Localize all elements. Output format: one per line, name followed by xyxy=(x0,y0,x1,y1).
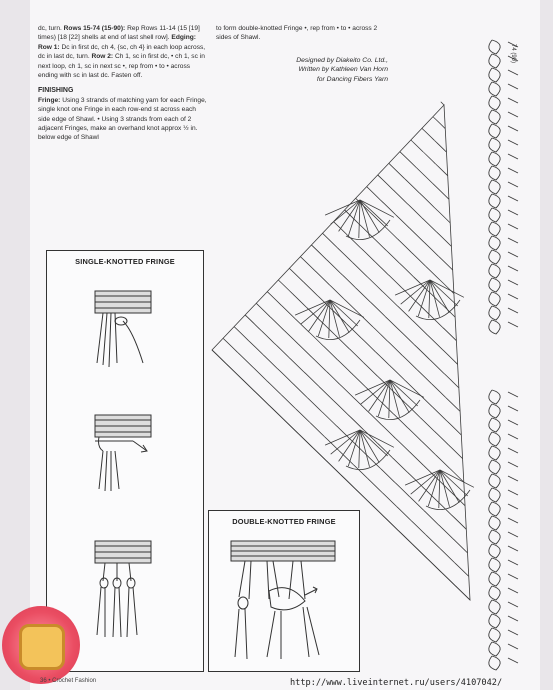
chart-arch xyxy=(289,358,304,372)
chart-arch xyxy=(323,233,338,248)
edging-loop xyxy=(489,152,500,166)
edging-loop xyxy=(489,432,500,446)
edging-loop xyxy=(489,166,500,180)
chart-arch xyxy=(390,366,404,380)
chart-arch xyxy=(358,223,372,236)
chart-arch xyxy=(281,394,295,408)
double-knotted-fringe-title: DOUBLE-KNOTTED FRINGE xyxy=(232,517,336,526)
chart-arch xyxy=(433,183,449,199)
edging-stitch xyxy=(508,532,518,537)
chart-shell-stitch xyxy=(360,430,370,467)
edging-loop xyxy=(489,180,500,194)
chart-arch xyxy=(440,548,454,562)
chart-arch xyxy=(395,214,409,228)
chart-arch xyxy=(348,415,363,429)
edging-loop xyxy=(489,628,500,642)
chart-arch xyxy=(309,333,323,347)
edging-loop xyxy=(489,138,500,152)
chart-arch xyxy=(436,455,450,469)
chart-shell-stitch xyxy=(359,200,360,238)
chart-arch xyxy=(402,288,416,301)
chart-arch xyxy=(422,218,437,232)
chart-shell-stitch xyxy=(411,470,440,494)
edging-stitch xyxy=(508,490,518,495)
chart-arch xyxy=(238,352,253,366)
chart-arch xyxy=(437,232,452,246)
edging-stitch xyxy=(508,154,518,159)
text-edging-label: Edging: Row 1: xyxy=(38,34,196,51)
chart-shell-stitch xyxy=(389,380,390,418)
chart-arch xyxy=(400,152,416,168)
chart-arch xyxy=(394,414,408,428)
chart-shell-stitch xyxy=(301,300,330,324)
edging-loop xyxy=(489,264,500,278)
edging-stitch xyxy=(508,266,518,271)
chart-arch xyxy=(347,324,361,338)
chart-arch xyxy=(407,204,422,218)
chart-arch xyxy=(411,140,423,152)
chart-arch xyxy=(407,472,422,486)
chart-arch xyxy=(400,331,415,345)
chart-arch xyxy=(410,228,424,242)
chart-arch xyxy=(384,226,398,240)
edging-loop xyxy=(489,474,500,488)
edging-loop xyxy=(489,236,500,250)
edging-stitch xyxy=(508,546,518,551)
finishing-heading: FINISHING xyxy=(38,87,74,95)
chart-arch xyxy=(278,369,293,383)
edging-loop xyxy=(489,208,500,222)
edging-stitch xyxy=(508,420,518,425)
chart-arch xyxy=(408,428,422,442)
chart-arch xyxy=(361,248,375,261)
chart-arch xyxy=(338,248,353,263)
chart-arch xyxy=(315,271,330,285)
chart-arch xyxy=(433,407,447,421)
edging-stitch xyxy=(508,448,518,453)
single-knotted-fringe-title: SINGLE-KNOTTED FRINGE xyxy=(75,257,175,266)
edging-stitch xyxy=(508,518,518,523)
chart-shell-stitch xyxy=(348,430,360,466)
edging-stitch xyxy=(508,56,518,61)
chart-arch xyxy=(312,357,326,371)
chart-arch xyxy=(311,245,326,259)
edging-loop xyxy=(489,614,500,628)
chart-arch xyxy=(234,327,249,341)
chart-arch xyxy=(388,341,403,355)
chart-arch xyxy=(370,212,384,226)
pattern-text-continued: to form double-knotted Fringe •, rep from • to • across 2 sides of Shawl. xyxy=(216,25,378,42)
chart-arch xyxy=(416,168,432,184)
chart-shell-stitch xyxy=(360,200,388,226)
edging-loop xyxy=(489,250,500,264)
chart-arch xyxy=(245,315,260,329)
chart-arch xyxy=(289,268,303,282)
edging-stitch xyxy=(508,434,518,439)
chart-shell-stitch xyxy=(390,380,400,417)
edging-loop xyxy=(489,642,500,656)
chart-arch xyxy=(383,292,398,307)
edging-stitch xyxy=(508,196,518,201)
chart-shell-stitch xyxy=(378,380,390,416)
chart-arch xyxy=(375,261,389,274)
edging-stitch xyxy=(508,168,518,173)
chart-arch xyxy=(411,520,426,534)
chart-arch xyxy=(429,359,444,373)
chart-shell-stitch xyxy=(329,300,330,338)
chart-arch xyxy=(438,525,453,539)
chart-shell-stitch xyxy=(418,280,430,316)
chart-arch xyxy=(304,282,318,296)
text-fringe-label: Fringe: xyxy=(38,96,61,104)
chart-arch xyxy=(336,426,351,440)
chart-arch xyxy=(352,373,366,387)
edging-loop xyxy=(489,54,500,68)
chart-shell-stitch xyxy=(359,430,360,468)
chart-arch xyxy=(295,319,309,333)
edging-loop xyxy=(489,320,500,334)
chart-arch xyxy=(249,341,264,355)
edging-stitch xyxy=(508,140,518,145)
chart-arch xyxy=(363,362,377,376)
chart-arch xyxy=(373,327,388,341)
edging-loop xyxy=(489,278,500,292)
edging-stitch xyxy=(508,112,518,117)
edging-loop xyxy=(489,656,500,670)
chart-arch xyxy=(323,346,337,360)
chart-arch xyxy=(409,452,423,466)
page-footer-label: 36 • Crochet Fashion xyxy=(40,678,97,684)
chart-arch xyxy=(319,386,334,400)
chart-arch xyxy=(402,355,417,369)
chart-arch xyxy=(453,539,468,553)
edging-stitch xyxy=(508,658,518,663)
chart-arch xyxy=(321,321,335,335)
edging-stitch xyxy=(508,504,518,509)
edging-loop xyxy=(489,110,500,124)
chart-arch xyxy=(278,280,292,294)
edging-stitch xyxy=(508,98,518,103)
chart-arch xyxy=(393,189,408,203)
chart-arch xyxy=(438,256,452,270)
edging-loop xyxy=(489,82,500,96)
chart-arch xyxy=(397,506,411,520)
chart-arch xyxy=(381,201,395,215)
edging-stitch xyxy=(508,182,518,187)
edging-loop xyxy=(489,586,500,600)
chart-arch xyxy=(353,262,368,277)
chart-arch xyxy=(434,140,446,152)
chart-arch xyxy=(267,292,281,306)
chart-row-marker: 74 (90) xyxy=(510,44,516,64)
chart-arch xyxy=(380,468,395,482)
edging-stitch xyxy=(508,322,518,327)
chart-arch xyxy=(367,187,381,201)
chart-arch xyxy=(378,175,393,189)
credit-line-1: Designed by Diakeito Co. Ltd., xyxy=(296,57,388,64)
chart-shell-stitch xyxy=(330,300,358,326)
edging-stitch xyxy=(508,252,518,257)
edging-stitch xyxy=(508,238,518,243)
chart-arch xyxy=(393,458,408,472)
chart-arch xyxy=(448,445,462,459)
edging-loop xyxy=(489,544,500,558)
chart-arch xyxy=(446,397,461,411)
chart-arch xyxy=(263,355,278,369)
chart-shell-stitch xyxy=(429,280,430,318)
text-rows: Rep Rows 11-14 (15 [19] times) [18 [22] shells at end of last shell row]. xyxy=(38,25,200,42)
chart-arch xyxy=(392,390,406,404)
magazine-page xyxy=(30,0,540,690)
edging-stitch xyxy=(508,42,518,47)
edging-loop xyxy=(489,600,500,614)
chart-arch xyxy=(417,369,432,383)
chart-arch xyxy=(304,372,319,386)
edging-loop xyxy=(489,124,500,138)
chart-arch xyxy=(300,257,315,271)
chart-arch xyxy=(324,436,339,450)
chart-arch xyxy=(424,242,438,256)
chart-arch xyxy=(307,397,322,411)
edging-loop xyxy=(489,460,500,474)
chart-arch xyxy=(260,329,275,343)
edging-loop xyxy=(489,194,500,208)
text-edging: Dc in first dc, ch 4, {sc, ch 4} in each loop across, dc in last dc, turn. xyxy=(38,43,206,61)
edging-stitch xyxy=(508,476,518,481)
edging-stitch xyxy=(508,210,518,215)
edging-stitch xyxy=(508,294,518,299)
chart-arch xyxy=(434,431,448,445)
edging-stitch xyxy=(508,560,518,565)
edging-stitch xyxy=(508,602,518,607)
chart-arch xyxy=(361,338,375,352)
chart-arch xyxy=(295,408,310,422)
edging-loop xyxy=(489,404,500,418)
chart-arch xyxy=(368,277,383,292)
chart-arch xyxy=(380,401,394,415)
chart-shell-stitch xyxy=(360,430,388,456)
source-url: http://www.liveinternet.ru/users/4107042/ xyxy=(290,678,503,688)
chart-arch xyxy=(270,317,284,331)
chart-arch xyxy=(425,534,440,548)
chart-arch xyxy=(447,421,461,435)
chart-shell-stitch xyxy=(360,200,370,237)
chart-arch xyxy=(443,350,458,365)
chart-arch xyxy=(386,250,400,263)
edging-loop xyxy=(489,222,500,236)
chart-arch xyxy=(293,294,307,308)
edging-loop xyxy=(489,502,500,516)
chart-arch xyxy=(422,128,434,140)
chart-arch xyxy=(450,469,464,483)
edging-loop xyxy=(489,446,500,460)
chart-arch xyxy=(256,303,270,317)
chart-arch xyxy=(423,152,435,164)
edging-loop xyxy=(489,572,500,586)
chart-arch xyxy=(370,302,385,316)
chart-arch xyxy=(400,264,414,277)
chart-arch xyxy=(322,412,337,426)
chart-arch xyxy=(398,239,412,253)
edging-stitch xyxy=(508,224,518,229)
chart-arch xyxy=(359,313,374,327)
chart-arch xyxy=(395,438,409,451)
credit-line-3: for Dancing Fibers Yarn xyxy=(316,75,388,83)
chart-arch xyxy=(404,178,419,193)
edging-stitch xyxy=(508,70,518,75)
chart-arch xyxy=(293,383,308,397)
chart-arch xyxy=(420,417,434,431)
chart-arch xyxy=(429,314,443,327)
edging-loop xyxy=(489,558,500,572)
chart-arch xyxy=(409,496,424,510)
chart-arch xyxy=(341,274,356,288)
edging-loop xyxy=(489,516,500,530)
edging-loop xyxy=(489,96,500,110)
edging-stitch xyxy=(508,280,518,285)
chart-shell-stitch xyxy=(440,470,450,507)
edging-loop xyxy=(489,292,500,306)
chart-arch xyxy=(422,441,436,455)
edging-loop xyxy=(489,40,500,54)
chart-arch xyxy=(444,374,459,388)
edging-loop xyxy=(489,306,500,320)
chart-shell-stitch xyxy=(439,470,440,508)
chart-arch xyxy=(363,429,378,443)
chart-arch xyxy=(326,259,341,273)
chart-arch xyxy=(441,102,444,105)
edging-stitch xyxy=(508,84,518,89)
edging-stitch xyxy=(508,644,518,649)
chart-arch xyxy=(435,164,447,176)
chart-shell-stitch xyxy=(331,430,360,454)
chart-arch xyxy=(368,478,382,492)
chart-arch xyxy=(426,266,440,280)
edging-stitch xyxy=(508,126,518,131)
chart-arch xyxy=(385,316,400,330)
text-fringe: Using 3 strands of matching yarn for each Fringe, single knot one Fringe in each row-end st across each side edge of Shawl. • Using 3 strands from each of 2 adjacent Fringes, make an overhand knot approx ½ in. below edge of Shawl xyxy=(38,96,207,142)
chart-arch xyxy=(337,360,351,374)
chart-arch xyxy=(443,328,457,341)
chart-arch xyxy=(382,492,397,506)
logo-emblem-icon xyxy=(19,624,65,670)
chart-arch xyxy=(389,163,404,178)
chart-arch xyxy=(420,193,435,208)
chart-arch xyxy=(382,425,396,439)
chart-arch xyxy=(223,338,238,352)
edging-stitch xyxy=(508,392,518,397)
chart-arch xyxy=(431,383,446,397)
text-rows-label: Rows 15-74 (15-90): xyxy=(63,25,126,32)
edging-loop xyxy=(489,390,500,404)
edging-loop xyxy=(489,530,500,544)
chart-arch xyxy=(340,384,354,398)
chart-arch xyxy=(433,117,445,129)
chart-arch xyxy=(428,335,443,350)
chart-arch xyxy=(284,330,298,344)
edging-stitch xyxy=(508,462,518,467)
text-lead: dc, turn. xyxy=(38,25,64,32)
edging-stitch xyxy=(508,616,518,621)
chart-arch xyxy=(349,349,363,363)
chart-arch xyxy=(375,352,389,366)
edging-loop xyxy=(489,68,500,82)
chart-arch xyxy=(298,344,312,358)
chart-arch xyxy=(372,237,386,250)
chart-arch xyxy=(252,366,266,380)
chart-shell-stitch xyxy=(348,200,360,236)
chart-arch xyxy=(356,288,371,302)
edging-stitch xyxy=(508,308,518,313)
chart-arch xyxy=(334,401,349,415)
chart-arch xyxy=(435,208,450,223)
chart-arch xyxy=(275,344,290,358)
edging-stitch xyxy=(508,630,518,635)
text-row2-label: Row 2: xyxy=(91,53,114,61)
chart-shell-stitch xyxy=(430,280,440,317)
chart-arch xyxy=(415,345,430,359)
chart-outline xyxy=(212,105,470,600)
chart-arch xyxy=(326,371,340,385)
edging-loop xyxy=(489,418,500,432)
chart-arch xyxy=(412,253,426,267)
crochet-shawl-chart xyxy=(30,0,540,690)
chart-arch xyxy=(424,510,439,524)
app-logo-badge xyxy=(2,606,80,684)
chart-arch xyxy=(452,515,467,529)
chart-arch xyxy=(310,422,324,436)
chart-arch xyxy=(454,562,469,576)
chart-arch xyxy=(388,275,402,288)
chart-shell-stitch xyxy=(361,380,390,404)
chart-arch xyxy=(329,285,344,299)
chart-shell-stitch xyxy=(318,300,330,336)
chart-arch xyxy=(413,321,428,336)
edging-stitch xyxy=(508,406,518,411)
chart-arch xyxy=(353,464,368,478)
edging-stitch xyxy=(508,574,518,579)
text-row2: Ch 1, sc in first dc, • ch 1, sc in next loop, ch 1, sc in next sc •, rep from • to • across ending with sc in last dc. Fasten off. xyxy=(38,53,205,80)
chart-arch xyxy=(281,305,295,319)
chart-arch xyxy=(266,380,281,394)
credit-line-2: Written by Kathleen Van Horn xyxy=(298,66,388,74)
edging-loop xyxy=(489,488,500,502)
edging-stitch xyxy=(508,588,518,593)
